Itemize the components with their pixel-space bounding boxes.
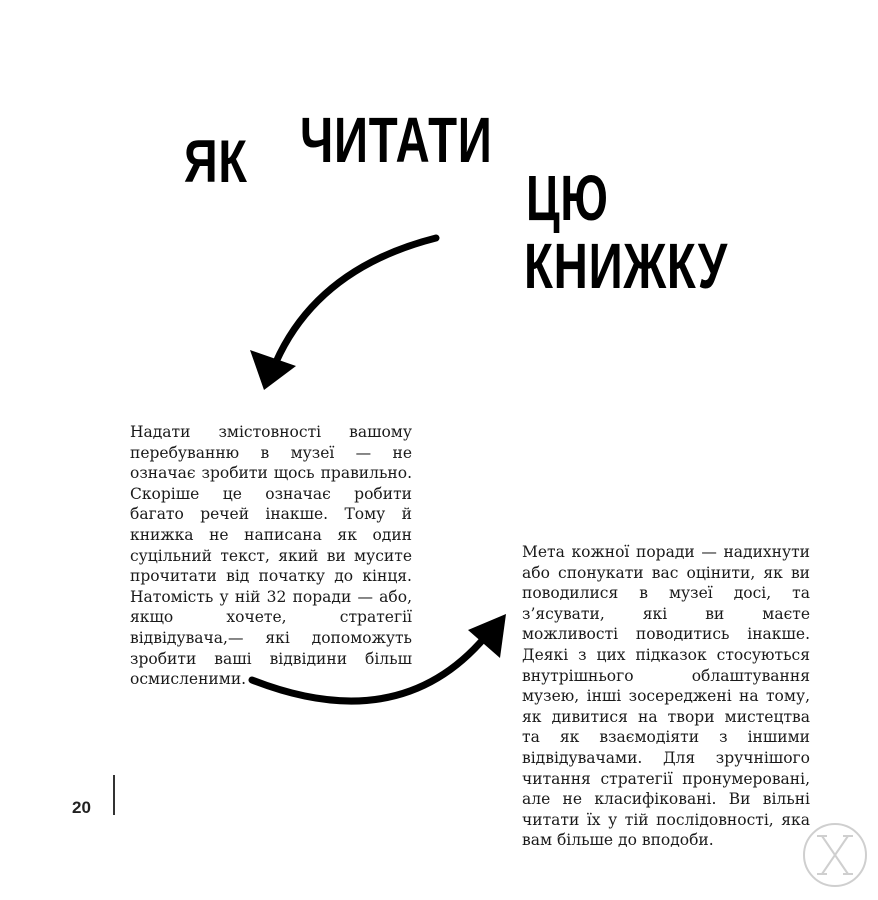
title-word-knyzhku: КНИЖКУ <box>524 230 728 302</box>
intro-paragraph-right: Мета кожної поради — надихнути або спонукати вас оцінити, як ви поводилися в музеї досі, та з’ясувати, які ви маєте можливості поводитись інакше. Деякі з цих підказок стосуються внутрішнього облаштування музею, інші зосереджені на тому, як дивитися на твори мистецтва та як взаємодіяти з іншими відвідувачами. Для зручнішого читання стратегії пронумеровані, але не класифіковані. Ви вільні читати їх у тій послідовності, яка вам більше до вподоби. <box>522 543 810 850</box>
title-word-chytaty: ЧИТАТИ <box>300 104 493 176</box>
curved-arrow-down-left-icon <box>250 238 436 390</box>
title-word-tsyu: ЦЮ <box>526 162 609 234</box>
page-number: 20 <box>72 798 91 817</box>
x-seal-icon <box>800 820 870 890</box>
title-word-yak: ЯК <box>184 128 248 195</box>
intro-paragraph-left: Надати змістовності вашому перебуванню в музеї — не означає зробити щось правильно. Скоріше це означає робити багато речей інакше. Тому й книжка не написана як один суцільний текст, який ви мусите прочитати від початку до кінця. Натомість у ній 32 поради — або, якщо хочете, стратегії відвідувача,— які допоможуть зробити ваші відвідини більш осмисленими. <box>130 423 412 689</box>
page-number-divider <box>113 775 115 815</box>
